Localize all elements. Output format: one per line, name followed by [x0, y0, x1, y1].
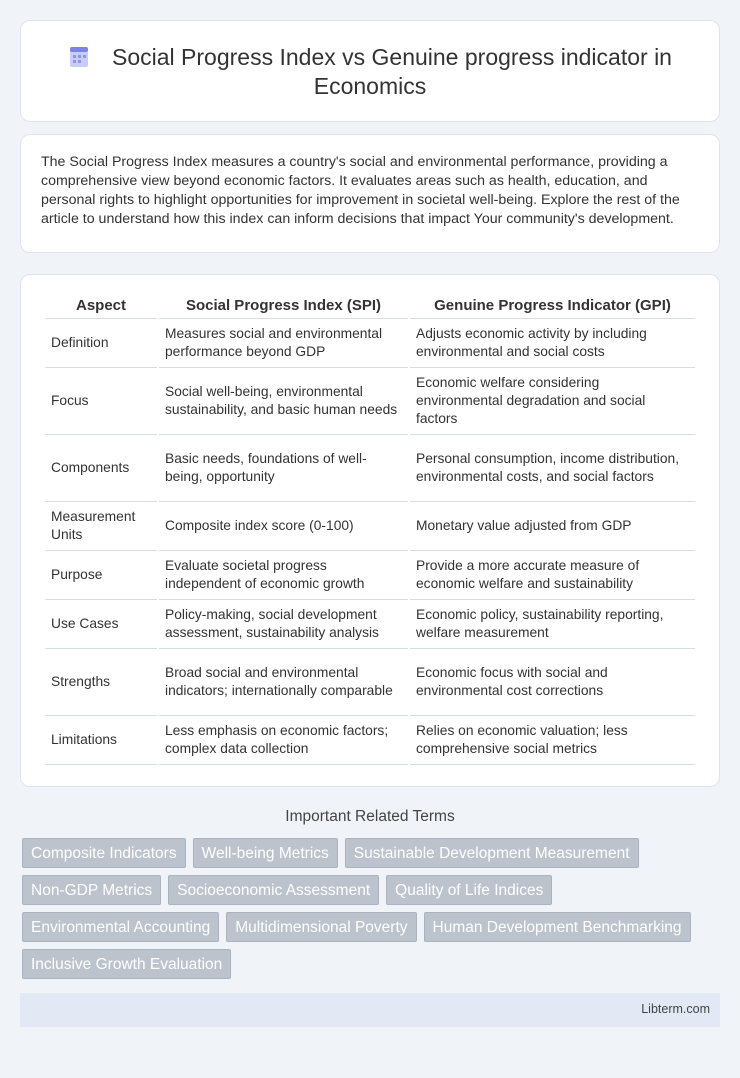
title-card	[20, 20, 720, 122]
related-terms-list	[22, 838, 718, 979]
cell-spi: Less emphasis on economic factors; complex data collection	[159, 716, 408, 765]
cell-aspect: Definition	[45, 319, 157, 368]
intro-text: The Social Progress Index measures a country's social and environmental performance, providing a comprehensive view beyond economic factors. It evaluates areas such as health, education, and personal rights to highlight opportunities for improvement in societal well-being. Explore the rest of the article to understand how this index can inform decisions that impact Your community's development.	[41, 154, 680, 227]
cell-aspect: Measurement Units	[45, 502, 157, 551]
title-line-1: Social Progress Index vs Genuine progress indicator in	[112, 44, 672, 70]
cell-gpi: Economic policy, sustainability reporting, welfare measurement	[410, 600, 695, 649]
cell-aspect: Limitations	[45, 716, 157, 765]
cell-spi: Basic needs, foundations of well-being, opportunity	[159, 435, 408, 502]
table-row	[45, 368, 695, 435]
cell-gpi: Provide a more accurate measure of economic welfare and sustainability	[410, 551, 695, 600]
related-term-tag[interactable]: Non-GDP Metrics	[22, 875, 161, 905]
related-term-tag[interactable]: Sustainable Development Measurement	[345, 838, 639, 868]
cell-spi: Composite index score (0-100)	[159, 502, 408, 551]
cell-gpi: Monetary value adjusted from GDP	[410, 502, 695, 551]
comparison-table	[43, 295, 697, 765]
related-term-tag[interactable]: Quality of Life Indices	[386, 875, 552, 905]
table-row	[45, 502, 695, 551]
cell-spi: Measures social and environmental performance beyond GDP	[159, 319, 408, 368]
document-icon	[68, 46, 90, 68]
cell-spi: Policy-making, social development assessment, sustainability analysis	[159, 600, 408, 649]
header-gpi: Genuine Progress Indicator (GPI)	[410, 295, 695, 319]
table-row	[45, 649, 695, 716]
cell-spi: Social well-being, environmental sustainability, and basic human needs	[159, 368, 408, 435]
table-row	[45, 716, 695, 765]
cell-aspect: Purpose	[45, 551, 157, 600]
related-term-tag[interactable]: Human Development Benchmarking	[424, 912, 691, 942]
cell-aspect: Use Cases	[45, 600, 157, 649]
related-term-tag[interactable]: Well-being Metrics	[193, 838, 338, 868]
related-term-tag[interactable]: Inclusive Growth Evaluation	[22, 949, 231, 979]
cell-gpi: Personal consumption, income distribution, environmental costs, and social factors	[410, 435, 695, 502]
comparison-card	[20, 274, 720, 787]
related-term-tag[interactable]: Multidimensional Poverty	[226, 912, 416, 942]
table-header-row	[45, 295, 695, 319]
title-line-2: Economics	[313, 73, 427, 99]
cell-gpi: Adjusts economic activity by including environmental and social costs	[410, 319, 695, 368]
cell-aspect: Components	[45, 435, 157, 502]
table-row	[45, 600, 695, 649]
related-term-tag[interactable]: Composite Indicators	[22, 838, 186, 868]
cell-gpi: Economic focus with social and environmental cost corrections	[410, 649, 695, 716]
intro-card	[20, 134, 720, 253]
header-spi: Social Progress Index (SPI)	[159, 295, 408, 319]
table-row	[45, 319, 695, 368]
table-row	[45, 551, 695, 600]
cell-aspect: Strengths	[45, 649, 157, 716]
related-terms-title: Important Related Terms	[285, 808, 455, 825]
related-term-tag[interactable]: Socioeconomic Assessment	[168, 875, 379, 905]
cell-aspect: Focus	[45, 368, 157, 435]
footer-site-link[interactable]: Libterm.com	[641, 1002, 710, 1016]
cell-spi: Evaluate societal progress independent of economic growth	[159, 551, 408, 600]
related-term-tag[interactable]: Environmental Accounting	[22, 912, 219, 942]
cell-gpi: Relies on economic valuation; less comprehensive social metrics	[410, 716, 695, 765]
footer	[20, 993, 720, 1027]
page-title	[68, 43, 672, 72]
cell-spi: Broad social and environmental indicators; internationally comparable	[159, 649, 408, 716]
header-aspect: Aspect	[45, 295, 157, 319]
cell-gpi: Economic welfare considering environmental degradation and social factors	[410, 368, 695, 435]
table-row	[45, 435, 695, 502]
